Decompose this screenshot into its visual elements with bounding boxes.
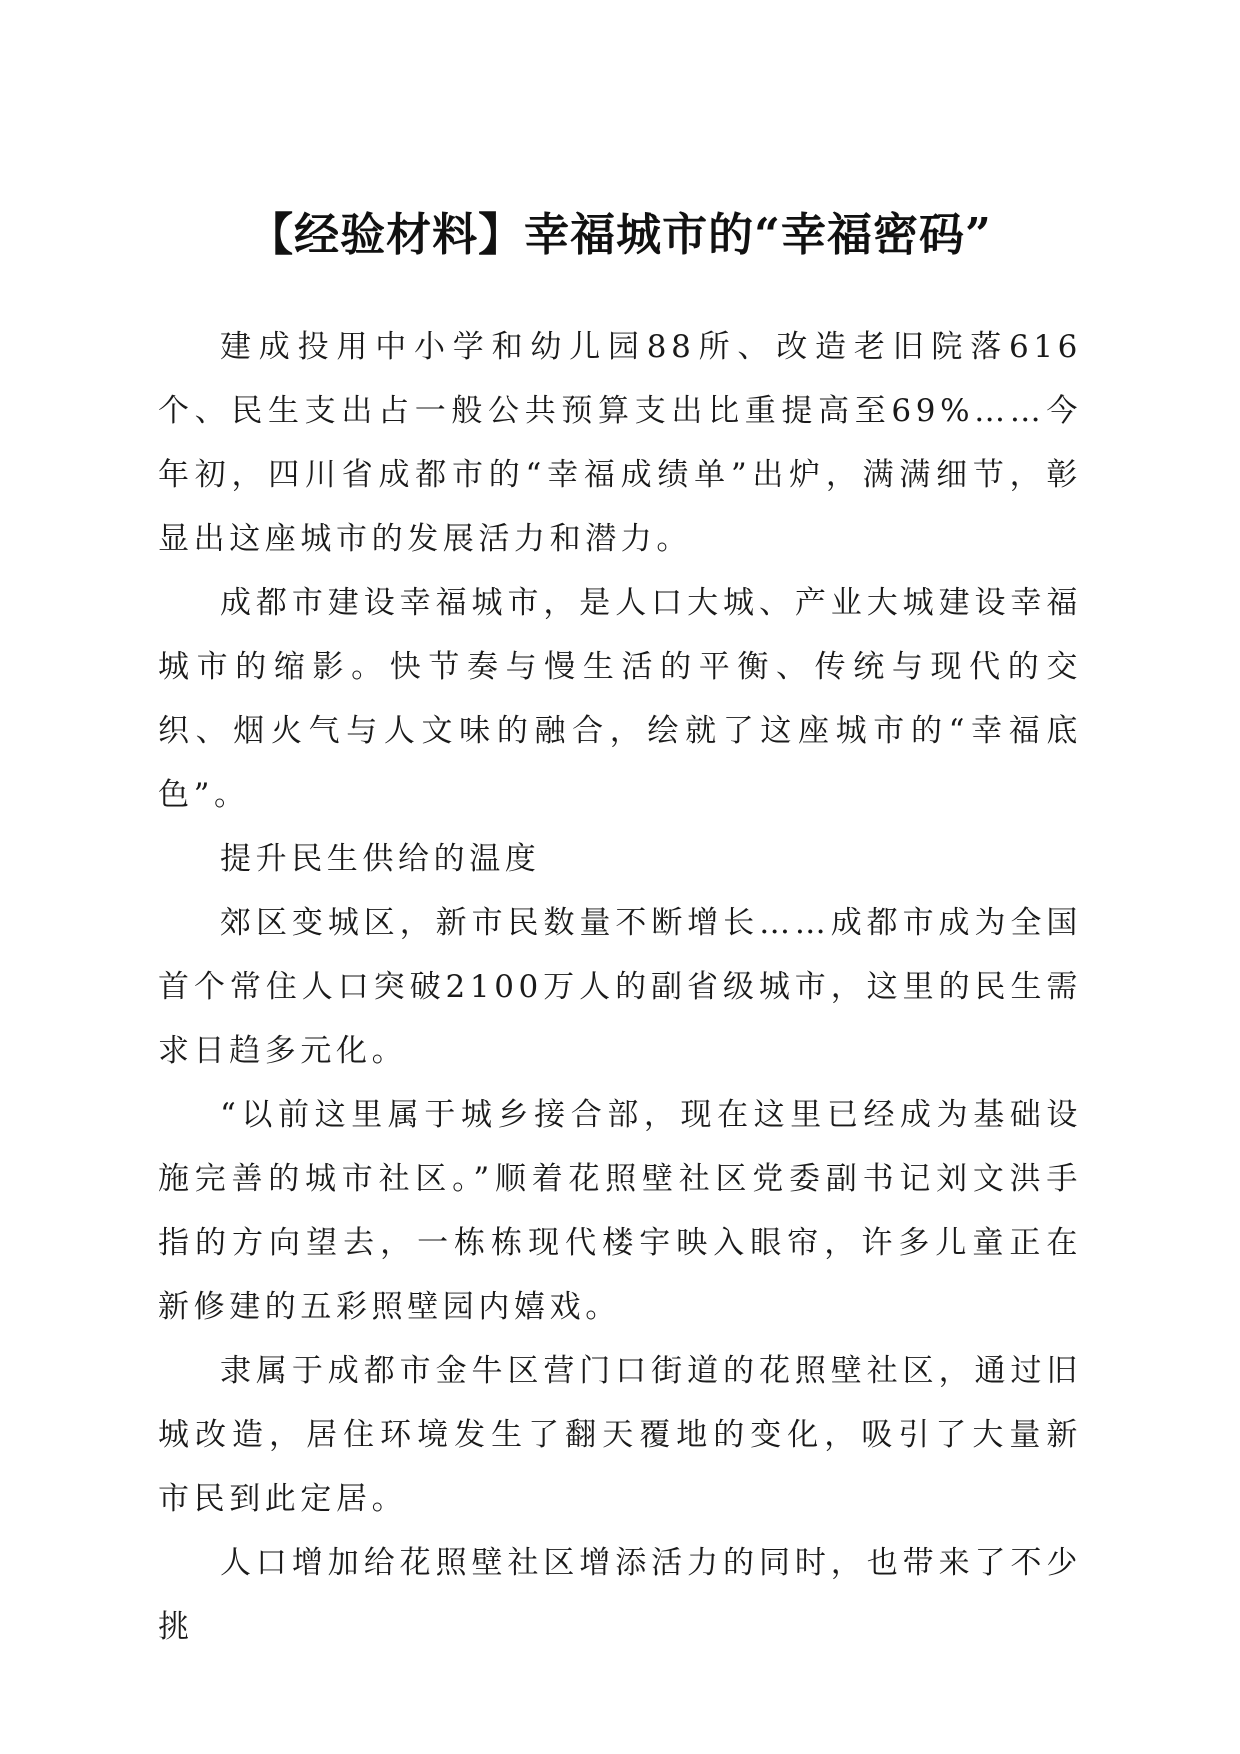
section-heading: 提升民生供给的温度 <box>220 841 541 877</box>
paragraph: 成都市建设幸福城市，是人口大城、产业大城建设幸福城市的缩影。快节奏与慢生活的平衡、传统与现代的交织、烟火气与人文味的融合，绘就了这座城市的“幸福底色”。 <box>158 585 1082 813</box>
paragraph: 人口增加给花照壁社区增添活力的同时，也带来了不少挑 <box>158 1545 1082 1645</box>
paragraph: 建成投用中小学和幼儿园88所、改造老旧院落616个、民生支出占一般公共预算支出比重提高至69%……今年初，四川省成都市的“幸福成绩单”出炉，满满细节，彰显出这座城市的发展活力和潜力。 <box>158 329 1082 557</box>
document-title: 【经验材料】幸福城市的“幸福密码” <box>248 208 992 262</box>
paragraph: “以前这里属于城乡接合部，现在这里已经成为基础设施完善的城市社区。”顺着花照壁社区党委副书记刘文洪手指的方向望去，一栋栋现代楼宇映入眼帘，许多儿童正在新修建的五彩照壁园内嬉戏。 <box>158 1097 1082 1325</box>
paragraph: 郊区变城区，新市民数量不断增长……成都市成为全国首个常住人口突破2100万人的副省级城市，这里的民生需求日趋多元化。 <box>158 905 1082 1069</box>
document-body <box>158 315 1082 1659</box>
paragraph: 隶属于成都市金牛区营门口街道的花照壁社区，通过旧城改造，居住环境发生了翻天覆地的变化，吸引了大量新市民到此定居。 <box>158 1353 1082 1517</box>
